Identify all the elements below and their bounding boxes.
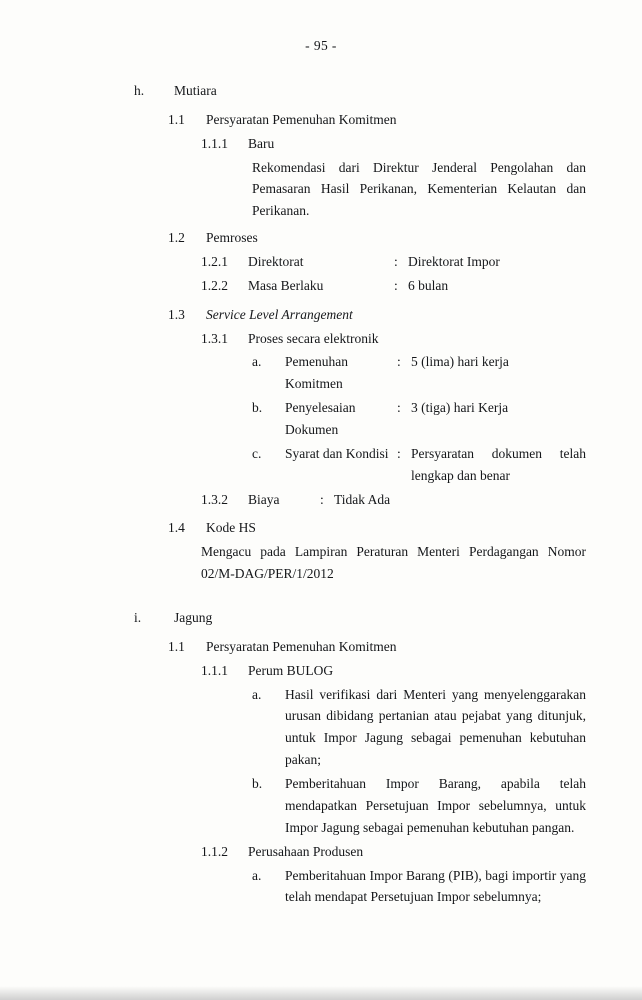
list-item xyxy=(56,865,586,909)
item-title: Persyaratan Pemenuhan Komitmen xyxy=(206,638,397,654)
item-title: Proses secara elektronik xyxy=(248,330,379,346)
item-title: Perum BULOG xyxy=(248,662,334,678)
list-item xyxy=(56,517,586,539)
list-item xyxy=(56,328,586,350)
kv-separator: : xyxy=(394,254,398,270)
list-item xyxy=(56,227,586,249)
list-item xyxy=(56,443,586,487)
kv-separator: : xyxy=(394,277,398,293)
item-title: Kode HS xyxy=(206,520,256,536)
item-text: Pemberitahuan Impor Barang, apabila telah mendapatkan Persetujuan Impor sebelumnya, untuk Impor Jagung sebagai pemenuhan kebutuhan pangan. xyxy=(285,776,586,835)
kv-key: Syarat dan Kondisi xyxy=(285,445,389,461)
item-title: Service Level Arrangement xyxy=(206,306,353,322)
kv-value: Direktorat Impor xyxy=(408,254,500,270)
item-title: Pemroses xyxy=(206,230,258,246)
item-marker: b. xyxy=(252,776,263,792)
section-title: Mutiara xyxy=(174,83,217,98)
item-marker: 1.2.2 xyxy=(201,277,228,293)
item-marker: 1.1.2 xyxy=(201,843,228,859)
item-marker: a. xyxy=(252,686,262,702)
kv-separator: : xyxy=(397,354,401,370)
list-item xyxy=(56,133,586,155)
key-value-row xyxy=(248,251,586,273)
item-body: Mengacu pada Lampiran Peraturan Menteri Perdagangan Nomor 02/M-DAG/PER/1/2012 xyxy=(201,544,586,582)
kv-key: Masa Berlaku xyxy=(248,277,324,293)
item-marker: 1.1.1 xyxy=(201,662,228,678)
item-marker: c. xyxy=(252,445,262,461)
kv-value: Persyaratan dokumen telah lengkap dan benar xyxy=(411,445,586,483)
item-marker: 1.2.1 xyxy=(201,254,228,270)
kv-value: 6 bulan xyxy=(408,277,449,293)
key-value-row xyxy=(248,275,586,297)
kv-key: Pemenuhan Komitmen xyxy=(285,354,348,392)
item-marker: 1.2 xyxy=(168,230,185,246)
item-text: Hasil verifikasi dari Menteri yang menyelenggarakan urusan dibidang pertanian atau pejabat yang ditunjuk, untuk Impor Jagung sebagai pemenuhan kebutuhan pakan; xyxy=(285,686,586,768)
item-text: Pemberitahuan Impor Barang (PIB), bagi importir yang telah mendapat Persetujuan Impor sebelumnya; xyxy=(285,867,586,905)
list-item xyxy=(56,841,586,863)
list-item xyxy=(56,489,586,511)
list-item xyxy=(56,275,586,297)
page-number: - 95 - xyxy=(305,38,337,53)
item-marker: 1.4 xyxy=(168,520,185,536)
list-item xyxy=(56,684,586,771)
kv-value: Tidak Ada xyxy=(334,491,391,507)
item-marker: 1.1 xyxy=(168,111,185,127)
item-marker: 1.1.1 xyxy=(201,135,228,151)
key-value-row xyxy=(248,489,586,511)
list-item xyxy=(56,636,586,658)
list-item xyxy=(56,773,586,839)
list-item xyxy=(56,397,586,441)
kv-value: 3 (tiga) hari Kerja xyxy=(411,400,509,416)
item-body: Rekomendasi dari Direktur Jenderal Pengolahan dan Pemasaran Hasil Perikanan, Kementerian Kelautan dan Perikanan. xyxy=(252,159,586,219)
item-marker: b. xyxy=(252,400,263,416)
item-marker: 1.3 xyxy=(168,306,185,322)
item-marker: 1.1 xyxy=(168,638,185,654)
key-value-row xyxy=(285,351,586,395)
key-value-row xyxy=(285,443,586,487)
kv-separator: : xyxy=(397,445,401,461)
kv-separator: : xyxy=(397,400,401,416)
list-item xyxy=(56,251,586,273)
list-item xyxy=(56,660,586,682)
kv-key: Penyelesaian Dokumen xyxy=(285,400,356,438)
item-marker: a. xyxy=(252,867,262,883)
kv-key: Direktorat xyxy=(248,254,304,270)
section-title: Jagung xyxy=(174,610,213,626)
item-title: Perusahaan Produsen xyxy=(248,843,364,859)
item-title: Baru xyxy=(248,135,275,151)
kv-separator: : xyxy=(320,491,324,507)
item-marker: 1.3.1 xyxy=(201,330,228,346)
list-item xyxy=(56,304,586,326)
list-item xyxy=(56,351,586,395)
list-item xyxy=(56,109,586,131)
item-marker: a. xyxy=(252,354,262,370)
section-heading xyxy=(56,607,586,629)
key-value-row xyxy=(285,397,586,441)
section-marker: i. xyxy=(134,610,142,626)
kv-key: Biaya xyxy=(248,491,280,507)
section-heading xyxy=(56,80,586,102)
section-marker: h. xyxy=(134,83,145,98)
kv-value: 5 (lima) hari kerja xyxy=(411,354,509,370)
item-title: Persyaratan Pemenuhan Komitmen xyxy=(206,111,397,127)
item-marker: 1.3.2 xyxy=(201,491,228,507)
